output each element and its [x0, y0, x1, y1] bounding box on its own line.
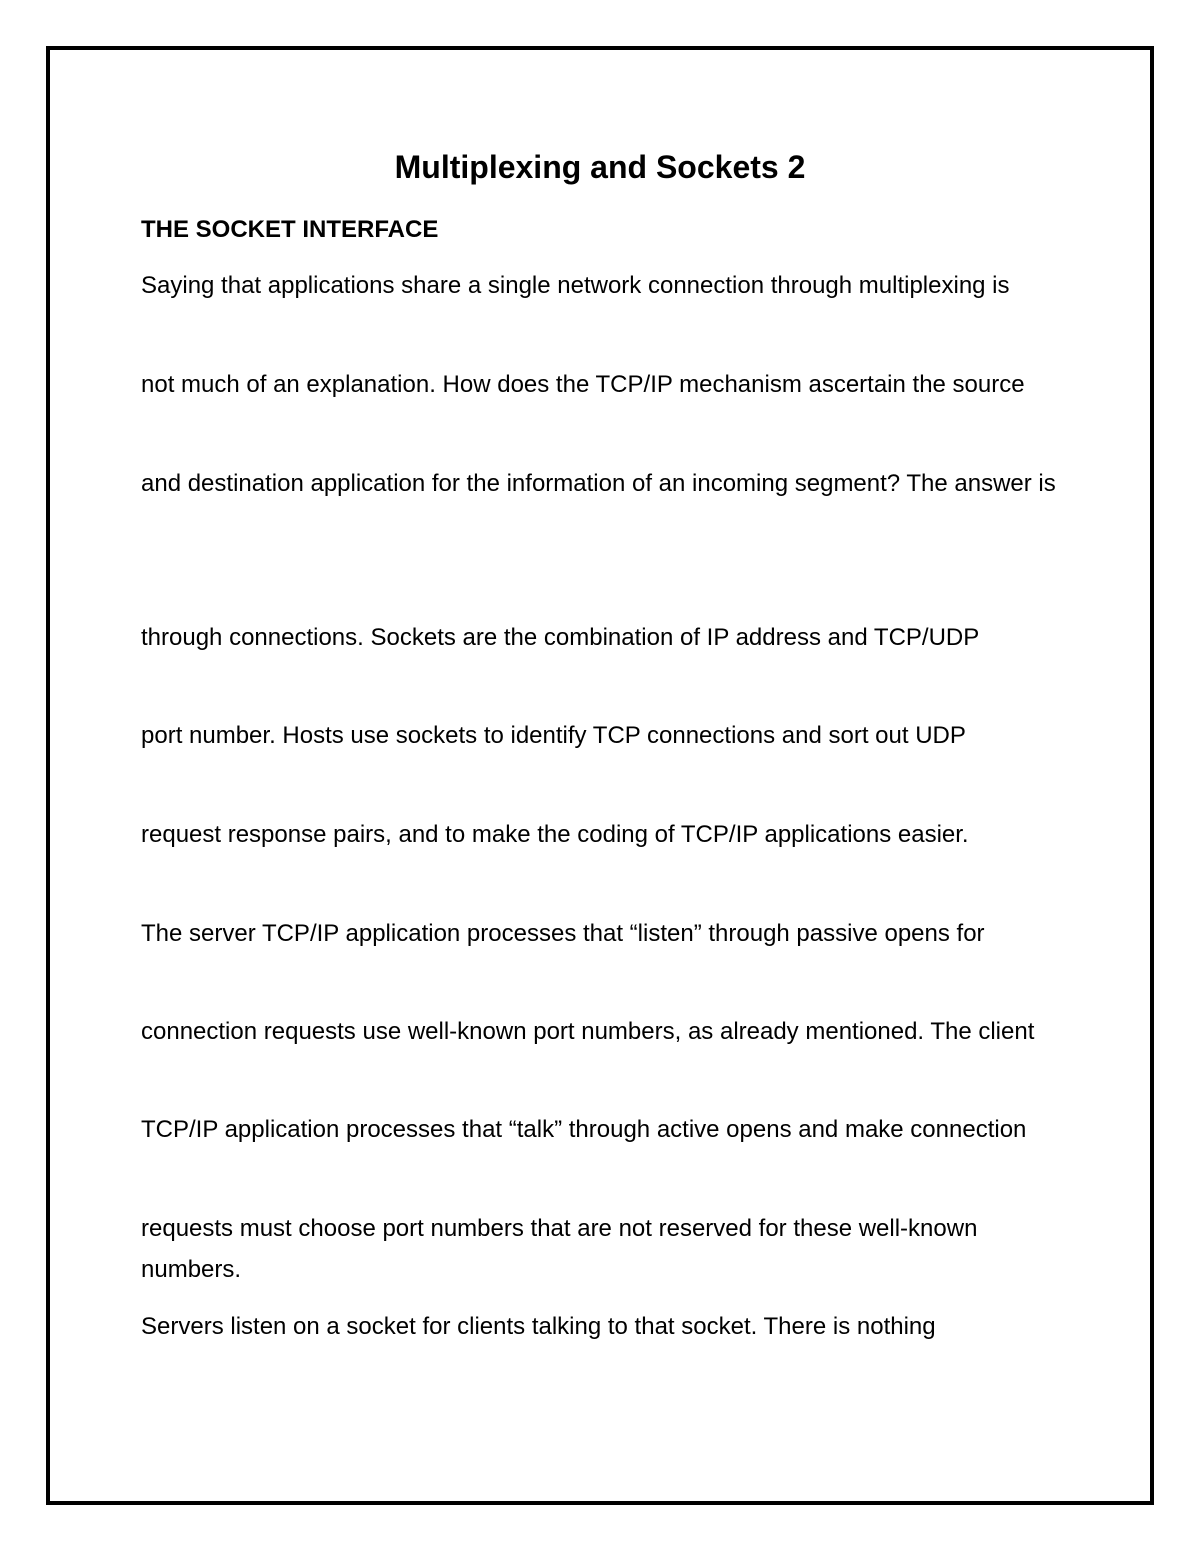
- paragraph: TCP/IP application processes that “talk” through active opens and make connection: [141, 1116, 1027, 1143]
- paragraph: Saying that applications share a single network connection through multiplexing is: [141, 272, 1010, 299]
- paragraph: through connections. Sockets are the combination of IP address and TCP/UDP: [141, 624, 980, 651]
- paragraph: connection requests use well-known port numbers, as already mentioned. The client: [141, 1018, 1035, 1045]
- document-title: Multiplexing and Sockets 2: [394, 149, 806, 185]
- paragraph: request response pairs, and to make the coding of TCP/IP applications easier.: [141, 821, 969, 848]
- paragraph: requests must choose port numbers that are not reserved for these well-known numbers.: [141, 1215, 978, 1283]
- paragraph: and destination application for the information of an incoming segment? The answer is: [141, 470, 1056, 497]
- paragraph: Servers listen on a socket for clients talking to that socket. There is nothing: [141, 1313, 936, 1340]
- paragraph: port number. Hosts use sockets to identify TCP connections and sort out UDP: [141, 722, 966, 749]
- section-heading: THE SOCKET INTERFACE: [141, 216, 439, 243]
- paragraph: The server TCP/IP application processes that “listen” through passive opens for: [141, 920, 985, 947]
- paragraph: not much of an explanation. How does the TCP/IP mechanism ascertain the source: [141, 371, 1025, 398]
